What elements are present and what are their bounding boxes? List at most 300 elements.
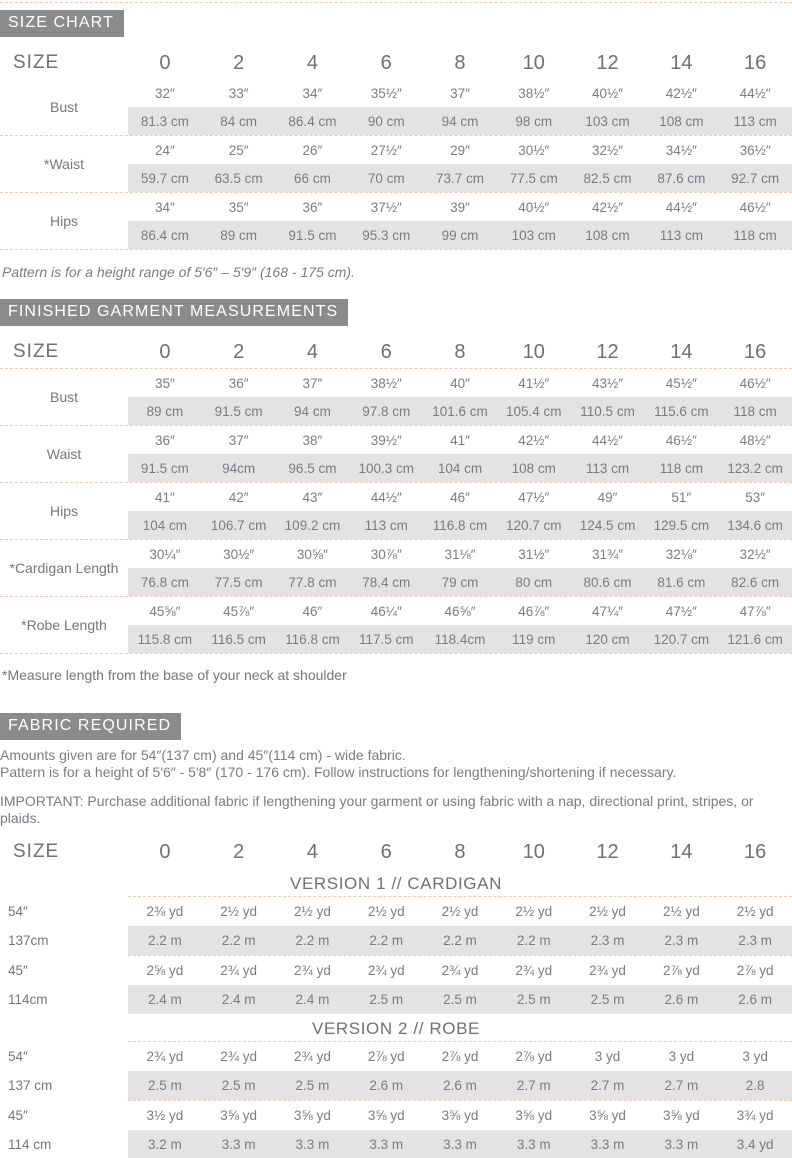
inches-value: 31⅛″ — [444, 546, 476, 562]
inches-row — [128, 136, 792, 164]
inches-value: 36″ — [228, 375, 249, 391]
inches-value: 43½″ — [592, 375, 624, 391]
inches-value: 30⅝″ — [296, 546, 328, 562]
inches-value: 45½″ — [665, 375, 697, 391]
fabric-width-label: 114 cm — [8, 1137, 52, 1152]
inches-value: 42½″ — [518, 432, 550, 448]
centimeters-value: 82.5 cm — [583, 170, 632, 186]
fabric-amount: 2½ yd — [294, 904, 331, 919]
inches-value: 48½″ — [739, 432, 771, 448]
centimeters-value: 118.4cm — [434, 631, 486, 647]
measurement-values — [128, 136, 792, 192]
fabric-amount: 3.3 m — [443, 1137, 477, 1152]
centimeters-value: 129.5 cm — [653, 517, 710, 533]
centimeters-value: 97.8 cm — [362, 403, 411, 419]
fabric-amount: 2⅞ yd — [367, 1049, 405, 1064]
centimeters-row — [128, 107, 792, 135]
centimeters-value: 95.3 cm — [362, 227, 411, 243]
fabric-amount: 2.4 m — [148, 992, 182, 1007]
fabric-amount: 2.2 m — [295, 933, 330, 948]
centimeters-value: 103 cm — [585, 113, 630, 129]
size-col-header: 10 — [522, 340, 545, 363]
inches-value: 46″ — [450, 489, 470, 505]
row-label: *Cardigan Length — [9, 560, 119, 576]
inches-row — [128, 193, 792, 221]
centimeters-value: 91.5 cm — [288, 227, 337, 243]
centimeters-value: 117.5 cm — [358, 631, 414, 647]
inches-value: 36″ — [302, 199, 323, 215]
fabric-amount: 2.4 m — [221, 992, 256, 1007]
fabric-amount: 2¾ yd — [294, 1049, 331, 1064]
inches-value: 40½″ — [518, 199, 550, 215]
fabric-row-137-cm — [0, 1071, 792, 1100]
centimeters-value: 106.7 cm — [210, 517, 267, 533]
centimeters-value: 134.6 cm — [727, 517, 783, 533]
centimeters-value: 90 cm — [367, 113, 405, 129]
inches-value: 35″ — [154, 375, 175, 391]
fabric-amount: 3⅝ yd — [294, 1108, 331, 1123]
centimeters-row — [128, 397, 792, 425]
fabric-amount: 3 yd — [742, 1049, 768, 1064]
size-col-header: 6 — [380, 840, 392, 863]
size-col-header: 14 — [670, 840, 693, 863]
fabric-amount: 2.2 m — [443, 933, 477, 948]
fabric-amount: 2¾ yd — [515, 963, 553, 978]
centimeters-value: 81.3 cm — [140, 113, 189, 129]
row-label: *Waist — [44, 156, 84, 172]
inches-value: 51″ — [671, 489, 692, 505]
centimeters-value: 79 cm — [441, 574, 479, 590]
inches-value: 32½″ — [739, 546, 771, 562]
centimeters-row — [128, 511, 792, 539]
centimeters-value: 119 cm — [512, 631, 556, 647]
inches-value: 30¼″ — [149, 546, 181, 562]
inches-value: 37″ — [302, 375, 323, 391]
fabric-amount: 3.3 m — [369, 1137, 404, 1152]
centimeters-value: 120.7 cm — [653, 631, 710, 647]
fabric-width-label: 54″ — [8, 904, 28, 919]
size-col-header: 10 — [522, 840, 545, 863]
inches-value: 46½″ — [739, 375, 771, 391]
inches-value: 24″ — [154, 142, 175, 158]
measurement-values — [128, 540, 792, 596]
fabric-amount: 2.2 m — [221, 933, 256, 948]
section-fabric-required — [0, 683, 792, 1158]
fabric-amount: 2.5 m — [369, 992, 404, 1007]
fabric-amount: 3.3 m — [664, 1137, 699, 1152]
centimeters-value: 82.6 cm — [731, 574, 780, 590]
fabric-row-45 — [0, 956, 792, 985]
size-chart-heading: SIZE CHART — [0, 10, 124, 37]
inches-value: 29″ — [450, 142, 470, 158]
measurement-values — [128, 597, 792, 653]
size-col-header: 10 — [522, 51, 545, 74]
fabric-version-1 — [0, 871, 792, 1014]
inches-value: 39″ — [450, 199, 470, 215]
measure-length-footnote: *Measure length from the base of your neck at shoulder — [2, 667, 347, 683]
centimeters-value: 108 cm — [511, 460, 556, 476]
centimeters-value: 105.4 cm — [506, 403, 562, 419]
fabric-width-label: 137cm — [8, 933, 49, 948]
inches-value: 46½″ — [665, 432, 697, 448]
size-row-label: SIZE — [13, 52, 60, 73]
size-chart-size-row — [0, 48, 792, 78]
centimeters-value: 116.8 cm — [432, 517, 488, 533]
centimeters-value: 84 cm — [220, 113, 258, 129]
fabric-amount: 3.3 m — [221, 1137, 256, 1152]
inches-value: 30½″ — [518, 142, 550, 158]
inches-value: 46½″ — [739, 199, 771, 215]
centimeters-value: 113 cm — [733, 113, 777, 129]
centimeters-row — [128, 568, 792, 596]
inches-value: 32⅛″ — [665, 546, 697, 562]
version-title: VERSION 2 // ROBE — [312, 1019, 480, 1038]
inches-value: 44½″ — [739, 85, 771, 101]
centimeters-value: 123.2 cm — [727, 460, 783, 476]
measurement-group-waist — [0, 426, 792, 483]
fabric-amount: 2.5 m — [295, 1078, 330, 1093]
size-col-header: 16 — [743, 51, 767, 74]
fabric-width-note: Amounts given are for 54″(137 cm) and 45″(114 cm) - wide fabric. — [0, 747, 406, 763]
inches-value: 49″ — [597, 489, 618, 505]
fabric-row-114cm — [0, 985, 792, 1014]
fabric-amount: 2½ yd — [515, 904, 553, 919]
row-label: *Robe Length — [21, 617, 107, 633]
inches-value: 37½″ — [370, 199, 402, 215]
fabric-amount: 2.5 m — [148, 1078, 182, 1093]
centimeters-value: 91.5 cm — [214, 403, 263, 419]
centimeters-value: 89 cm — [220, 227, 258, 243]
size-col-header: 6 — [380, 51, 392, 74]
inches-value: 35″ — [228, 199, 249, 215]
fabric-amount: 2.4 m — [295, 992, 330, 1007]
measurement-values — [128, 483, 792, 539]
fabric-amount: 3 yd — [668, 1049, 695, 1064]
fabric-amount: 2⅞ yd — [736, 963, 774, 978]
inches-value: 47½″ — [665, 603, 697, 619]
fabric-amount: 3⅝ yd — [367, 1108, 405, 1123]
size-col-header: 12 — [596, 840, 619, 863]
finished-garment-heading: FINISHED GARMENT MEASUREMENTS — [0, 299, 348, 326]
inches-value: 25″ — [228, 142, 249, 158]
fabric-height-note: Pattern is for a height of 5′6″ - 5′8″ (170 - 176 cm). Follow instructions for lengthening/shortening if necessary. — [0, 763, 677, 780]
centimeters-value: 98 cm — [515, 113, 553, 129]
centimeters-value: 113 cm — [364, 517, 408, 533]
inches-value: 42″ — [228, 489, 249, 505]
section-size-chart — [0, 3, 792, 280]
inches-value: 44½″ — [370, 489, 402, 505]
fabric-amount: 2.6 m — [443, 1078, 477, 1093]
centimeters-value: 87.6 cm — [657, 170, 706, 186]
fabric-amount: 2.7 m — [516, 1078, 551, 1093]
inches-value: 46⅞″ — [518, 603, 550, 619]
inches-row — [128, 540, 792, 568]
inches-value: 38½″ — [370, 375, 402, 391]
fabric-amount: 2¾ yd — [220, 963, 258, 978]
fabric-amount: 3.2 m — [148, 1137, 182, 1152]
inches-value: 38″ — [302, 432, 323, 448]
fabric-row-54 — [0, 897, 792, 926]
inches-row — [128, 79, 792, 107]
inches-value: 31¾″ — [592, 546, 624, 562]
inches-value: 32″ — [154, 85, 175, 101]
inches-value: 53″ — [745, 489, 765, 505]
centimeters-value: 108 cm — [659, 113, 704, 129]
centimeters-value: 89 cm — [146, 403, 184, 419]
measurement-values — [128, 193, 792, 249]
inches-value: 47½″ — [518, 489, 550, 505]
centimeters-row — [128, 164, 792, 192]
inches-value: 42½″ — [592, 199, 624, 215]
fabric-amount: 2.5 m — [516, 992, 551, 1007]
inches-row — [128, 483, 792, 511]
size-col-header: 14 — [670, 340, 693, 363]
fabric-amount: 2.2 m — [148, 933, 182, 948]
measurement-group-bust — [0, 369, 792, 426]
fabric-amount: 2.3 m — [590, 933, 625, 948]
size-col-header: 0 — [159, 340, 171, 363]
fabric-row-45 — [0, 1101, 792, 1130]
fabric-required-heading: FABRIC REQUIRED — [0, 713, 181, 740]
fabric-width-label: 45″ — [8, 963, 28, 978]
inches-value: 26″ — [302, 142, 323, 158]
size-col-header: 14 — [670, 51, 693, 74]
fabric-width-label: 45″ — [8, 1108, 28, 1123]
size-col-header: 2 — [233, 51, 245, 74]
measurement-group-cardigan-length — [0, 540, 792, 597]
centimeters-value: 94cm — [222, 460, 256, 476]
row-label: Bust — [49, 99, 78, 115]
centimeters-value: 81.6 cm — [657, 574, 706, 590]
fabric-amount: 2½ yd — [220, 904, 258, 919]
inches-row — [128, 426, 792, 454]
size-col-header: 2 — [233, 840, 245, 863]
centimeters-value: 77.5 cm — [214, 574, 263, 590]
inches-value: 30½″ — [223, 546, 255, 562]
fabric-row-114-cm — [0, 1130, 792, 1158]
centimeters-value: 94 cm — [294, 403, 331, 419]
centimeters-value: 63.5 cm — [214, 170, 263, 186]
inches-value: 31½″ — [518, 546, 550, 562]
section-finished-garment — [0, 280, 792, 683]
measurement-group-waist — [0, 136, 792, 193]
inches-value: 27½″ — [370, 142, 402, 158]
fabric-amount: 2½ yd — [367, 904, 405, 919]
centimeters-row — [128, 221, 792, 249]
centimeters-value: 70 cm — [367, 170, 405, 186]
finished-garment-size-row — [0, 337, 792, 367]
centimeters-value: 73.7 cm — [435, 170, 484, 186]
size-col-header: 4 — [306, 840, 318, 863]
size-col-header: 8 — [454, 340, 466, 363]
centimeters-value: 115.6 cm — [654, 403, 709, 419]
size-col-header: 8 — [454, 840, 466, 863]
size-col-header: 12 — [596, 340, 619, 363]
centimeters-value: 99 cm — [441, 227, 479, 243]
fabric-amount: 2½ yd — [662, 904, 700, 919]
measurement-group-hips — [0, 193, 792, 250]
inches-value: 41½″ — [518, 375, 550, 391]
fabric-amount: 2.7 m — [590, 1078, 625, 1093]
row-label: Hips — [49, 503, 78, 519]
inches-value: 46⅝″ — [444, 603, 476, 619]
inches-value: 34½″ — [665, 142, 697, 158]
inches-value: 32½″ — [592, 142, 624, 158]
inches-value: 44½″ — [665, 199, 697, 215]
fabric-amount: 2⅜ yd — [146, 904, 184, 919]
centimeters-value: 92.7 cm — [731, 170, 780, 186]
fabric-amount: 3⅝ yd — [220, 1108, 258, 1123]
size-col-header: 12 — [596, 51, 619, 74]
size-col-header: 0 — [159, 51, 171, 74]
centimeters-value: 86.4 cm — [288, 113, 337, 129]
fabric-amount: 3.4 yd — [736, 1137, 774, 1152]
size-row-label: SIZE — [13, 341, 60, 362]
fabric-amount: 2.3 m — [738, 933, 772, 948]
fabric-amount: 2.5 m — [221, 1078, 256, 1093]
fabric-row-137cm — [0, 926, 792, 955]
inches-value: 36½″ — [739, 142, 771, 158]
inches-value: 40½″ — [592, 85, 624, 101]
version-title: VERSION 1 // CARDIGAN — [290, 874, 502, 893]
size-col-header: 16 — [743, 340, 767, 363]
fabric-version-2 — [0, 1016, 792, 1158]
centimeters-value: 80.6 cm — [583, 574, 632, 590]
measurement-group-hips — [0, 483, 792, 540]
centimeters-value: 104 cm — [437, 460, 483, 476]
finished-garment-table — [0, 368, 792, 654]
centimeters-value: 80 cm — [515, 574, 553, 590]
fabric-amount: 3⅝ yd — [441, 1108, 479, 1123]
centimeters-value: 113 cm — [585, 460, 630, 476]
fabric-amount: 2.2 m — [516, 933, 551, 948]
centimeters-value: 118 cm — [733, 227, 777, 243]
centimeters-value: 100.3 cm — [358, 460, 414, 476]
centimeters-row — [128, 454, 792, 482]
inches-value: 38½″ — [518, 85, 550, 101]
inches-value: 46″ — [302, 603, 323, 619]
centimeters-value: 101.6 cm — [432, 403, 488, 419]
fabric-amount: 2½ yd — [736, 904, 774, 919]
inches-value: 47⅞″ — [739, 603, 771, 619]
centimeters-value: 109.2 cm — [284, 517, 341, 533]
inches-value: 46¼″ — [370, 603, 402, 619]
centimeters-value: 108 cm — [585, 227, 630, 243]
measurement-group-bust — [0, 79, 792, 136]
fabric-amount: 2⅞ yd — [441, 1049, 479, 1064]
inches-value: 33″ — [228, 85, 249, 101]
centimeters-value: 77.5 cm — [509, 170, 558, 186]
inches-value: 41″ — [450, 432, 470, 448]
inches-value: 37″ — [228, 432, 249, 448]
fabric-amount: 2⅞ yd — [515, 1049, 553, 1064]
fabric-amount: 3.3 m — [516, 1137, 551, 1152]
centimeters-value: 66 cm — [294, 170, 331, 186]
centimeters-value: 76.8 cm — [140, 574, 189, 590]
centimeters-value: 118 cm — [659, 460, 703, 476]
centimeters-value: 104 cm — [142, 517, 188, 533]
fabric-amount: 2½ yd — [441, 904, 479, 919]
size-col-header: 6 — [380, 340, 392, 363]
fabric-amount: 2.6 m — [738, 992, 772, 1007]
size-col-header: 0 — [159, 840, 171, 863]
fabric-amount: 2½ yd — [589, 904, 626, 919]
measurement-values — [128, 369, 792, 425]
fabric-amount: 2¾ yd — [589, 963, 626, 978]
fabric-width-label: 54″ — [8, 1049, 28, 1064]
inches-value: 36″ — [154, 432, 175, 448]
inches-value: 30⅞″ — [370, 546, 402, 562]
size-chart-table — [0, 79, 792, 250]
inches-value: 47¼″ — [592, 603, 624, 619]
inches-value: 42½″ — [665, 85, 697, 101]
centimeters-value: 86.4 cm — [140, 227, 189, 243]
fabric-amount: 2⅝ yd — [146, 963, 184, 978]
size-col-header: 4 — [306, 51, 318, 74]
fabric-width-label: 114cm — [8, 992, 48, 1007]
inches-value: 44½″ — [592, 432, 624, 448]
fabric-amount: 2¾ yd — [441, 963, 479, 978]
fabric-amount: 2.7 m — [664, 1078, 699, 1093]
fabric-amount: 3 yd — [594, 1049, 621, 1064]
important-note: IMPORTANT: Purchase additional fabric if lengthening your garment or using fabric with a nap, directional print, stripes, or plaids. — [0, 793, 754, 826]
centimeters-value: 121.6 cm — [727, 631, 783, 647]
centimeters-value: 124.5 cm — [579, 517, 636, 533]
fabric-amount: 2.8 — [745, 1078, 765, 1093]
centimeters-value: 103 cm — [511, 227, 556, 243]
size-col-header: 16 — [743, 840, 767, 863]
centimeters-value: 94 cm — [441, 113, 479, 129]
centimeters-value: 77.8 cm — [288, 574, 337, 590]
centimeters-value: 91.5 cm — [140, 460, 189, 476]
fabric-amount: 2.3 m — [664, 933, 699, 948]
inches-value: 45⅝″ — [149, 603, 181, 619]
inches-row — [128, 597, 792, 625]
centimeters-value: 59.7 cm — [140, 170, 189, 186]
centimeters-value: 96.5 cm — [288, 460, 337, 476]
fabric-versions — [0, 871, 792, 1158]
centimeters-value: 113 cm — [659, 227, 703, 243]
centimeters-value: 78.4 cm — [362, 574, 411, 590]
size-col-header: 4 — [306, 340, 318, 363]
fabric-row-54 — [0, 1042, 792, 1071]
inches-row — [128, 369, 792, 397]
fabric-amount: 2¾ yd — [294, 963, 331, 978]
inches-value: 39½″ — [370, 432, 402, 448]
centimeters-value: 110.5 cm — [580, 403, 635, 419]
fabric-amount: 2.5 m — [590, 992, 625, 1007]
measurement-values — [128, 426, 792, 482]
fabric-amount: 3⅝ yd — [589, 1108, 626, 1123]
fabric-amount: 2⅞ yd — [662, 963, 700, 978]
row-label: Bust — [49, 389, 78, 405]
inches-value: 40″ — [450, 375, 470, 391]
size-row-label: SIZE — [13, 841, 60, 862]
fabric-amount: 3½ yd — [146, 1108, 184, 1123]
row-label: Hips — [49, 213, 78, 229]
fabric-amount: 2¾ yd — [146, 1049, 184, 1064]
inches-value: 34″ — [302, 85, 323, 101]
fabric-size-row — [0, 837, 792, 867]
centimeters-value: 118 cm — [733, 403, 777, 419]
row-label: Waist — [46, 446, 82, 462]
fabric-amount: 2.6 m — [369, 1078, 404, 1093]
centimeters-value: 115.8 cm — [137, 631, 193, 647]
measurement-values — [128, 79, 792, 135]
centimeters-value: 116.8 cm — [285, 631, 340, 647]
inches-value: 43″ — [302, 489, 323, 505]
inches-value: 34″ — [154, 199, 175, 215]
